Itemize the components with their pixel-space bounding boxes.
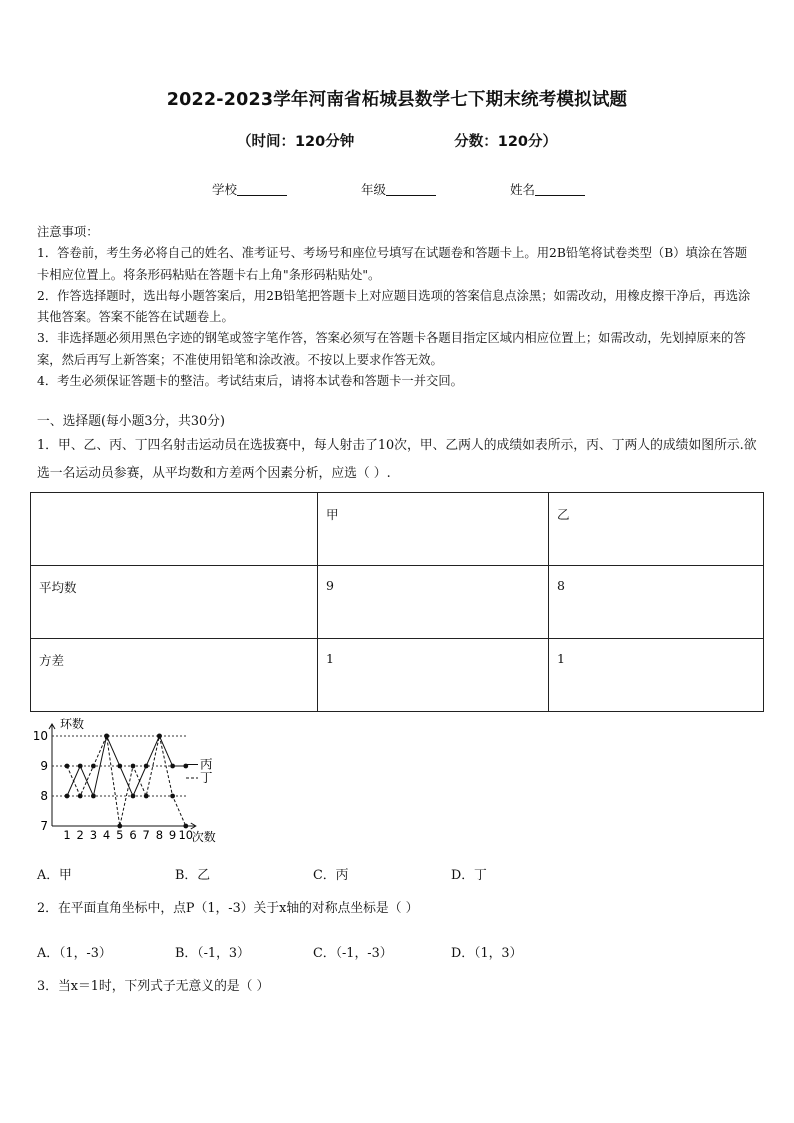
grade-label: 年级 — [361, 182, 387, 197]
table-cell: 乙 — [549, 493, 764, 566]
table-header-row — [31, 493, 764, 566]
student-info-fields — [212, 180, 585, 198]
x-axis-label: 次数 — [191, 830, 216, 844]
table-row — [31, 566, 764, 639]
question-1-options — [37, 864, 589, 883]
school-field — [212, 180, 287, 198]
note-item: 1．答卷前，考生务必将自己的姓名、准考证号、考场号和座位号填写在试题卷和答题卡上。用2B铅笔将试卷类型（B）填涂在答题卡相应位置上。将条形码粘贴在答题卡右上角"条形码粘贴处"。 — [37, 246, 748, 282]
score-table — [30, 492, 764, 712]
data-point — [144, 794, 149, 799]
x-tick-label: 1 — [63, 828, 71, 842]
notes-heading: 注意事项： — [37, 225, 99, 239]
y-axis-label: 环数 — [60, 717, 85, 731]
section-heading: 一、选择题(每小题3分，共30分) — [37, 414, 225, 429]
name-label: 姓名 — [510, 182, 536, 197]
table-cell: 8 — [549, 566, 764, 639]
data-point — [183, 824, 188, 829]
data-point — [157, 734, 162, 739]
data-point — [170, 794, 175, 799]
table-cell: 1 — [549, 639, 764, 712]
note-item: 2．作答选择题时，选出每小题答案后，用2B铅笔把答题卡上对应题目选项的答案信息点涂黑；如需改动，用橡皮擦干净后，再选涂其他答案。答案不能答在试题卷上。 — [37, 288, 751, 325]
x-tick-label: 4 — [102, 828, 111, 842]
table-cell: 方差 — [31, 639, 318, 712]
data-point — [144, 764, 149, 769]
x-tick-label: 2 — [76, 828, 84, 842]
option-c[interactable]: C．（-1，-3） — [313, 946, 393, 961]
y-tick-label: 10 — [32, 729, 48, 743]
option-b[interactable]: B．乙 — [175, 868, 210, 883]
data-point — [170, 764, 175, 769]
data-point — [65, 794, 70, 799]
table-row — [31, 639, 764, 712]
question-1-text: 1．甲、乙、丙、丁四名射击运动员在选拔赛中，每人射击了10次，甲、乙两人的成绩如表所示，丙、丁两人的成绩如图所示.欲选一名运动员参赛，从平均数和方差两个因素分析，应选（ ）. — [37, 438, 757, 481]
note-item: 3．非选择题必须用黑色字迹的钢笔或签字笔作答，答案必须写在答题卡各题目指定区域内相应位置上；如需改动，先划掉原来的答案，然后再写上新答案；不准使用铅笔和涂改液。不按以上要求作答无效。 — [37, 331, 746, 367]
name-blank — [535, 183, 585, 196]
exam-subtitle — [0, 130, 794, 151]
x-tick-label: 9 — [168, 828, 177, 842]
option-c[interactable]: C．丙 — [313, 868, 349, 883]
x-tick-label: 7 — [142, 828, 150, 842]
data-point — [91, 794, 96, 799]
y-tick-label: 9 — [40, 759, 48, 773]
table-cell — [31, 493, 318, 566]
y-tick-label: 7 — [40, 819, 48, 833]
option-b[interactable]: B．（-1，3） — [175, 946, 250, 961]
table-cell: 甲 — [318, 493, 549, 566]
question-2-options — [37, 942, 589, 961]
x-tick-label: 10 — [178, 828, 194, 842]
note-item: 4．考生必须保证答题卡的整洁。考试结束后，请将本试卷和答题卡一并交回。 — [37, 374, 463, 389]
data-point — [65, 764, 70, 769]
option-d[interactable]: D．丁 — [451, 868, 487, 883]
x-tick-label: 6 — [129, 828, 137, 842]
x-tick-label: 8 — [155, 828, 164, 842]
time-label: （时间：120分钟 — [236, 134, 355, 150]
legend-label-bing: 丙 — [200, 756, 213, 772]
question-2-text: 2．在平面直角坐标中，点P（1，-3）关于x轴的对称点坐标是（ ） — [37, 901, 419, 916]
data-point — [117, 824, 122, 829]
data-point — [91, 764, 96, 769]
data-point — [78, 764, 83, 769]
data-point — [104, 734, 109, 739]
x-tick-label: 5 — [116, 828, 124, 842]
school-blank — [237, 183, 287, 196]
exam-title: 2022-2023学年河南省柘城县数学七下期末统考模拟试题 — [166, 90, 628, 110]
x-tick-label: 3 — [89, 828, 98, 842]
notes-block — [37, 222, 759, 392]
option-a[interactable]: A．甲 — [37, 868, 72, 883]
data-point — [78, 794, 83, 799]
score-label: 分数：120分） — [454, 134, 558, 150]
data-point — [131, 794, 136, 799]
school-label: 学校 — [212, 182, 238, 197]
grade-field — [361, 180, 436, 198]
table-cell: 1 — [318, 639, 549, 712]
option-a[interactable]: A．（1，-3） — [37, 946, 112, 961]
data-point — [131, 764, 136, 769]
legend-label-ding: 丁 — [200, 770, 213, 785]
question-3-text: 3．当x＝1时，下列式子无意义的是（ ） — [37, 979, 270, 994]
y-tick-label: 8 — [40, 789, 48, 803]
grade-blank — [386, 183, 436, 196]
data-point — [117, 764, 122, 769]
table-cell: 平均数 — [31, 566, 318, 639]
option-d[interactable]: D．（1，3） — [451, 946, 523, 961]
table-cell: 9 — [318, 566, 549, 639]
name-field — [510, 180, 585, 198]
shooting-line-chart — [28, 714, 238, 846]
